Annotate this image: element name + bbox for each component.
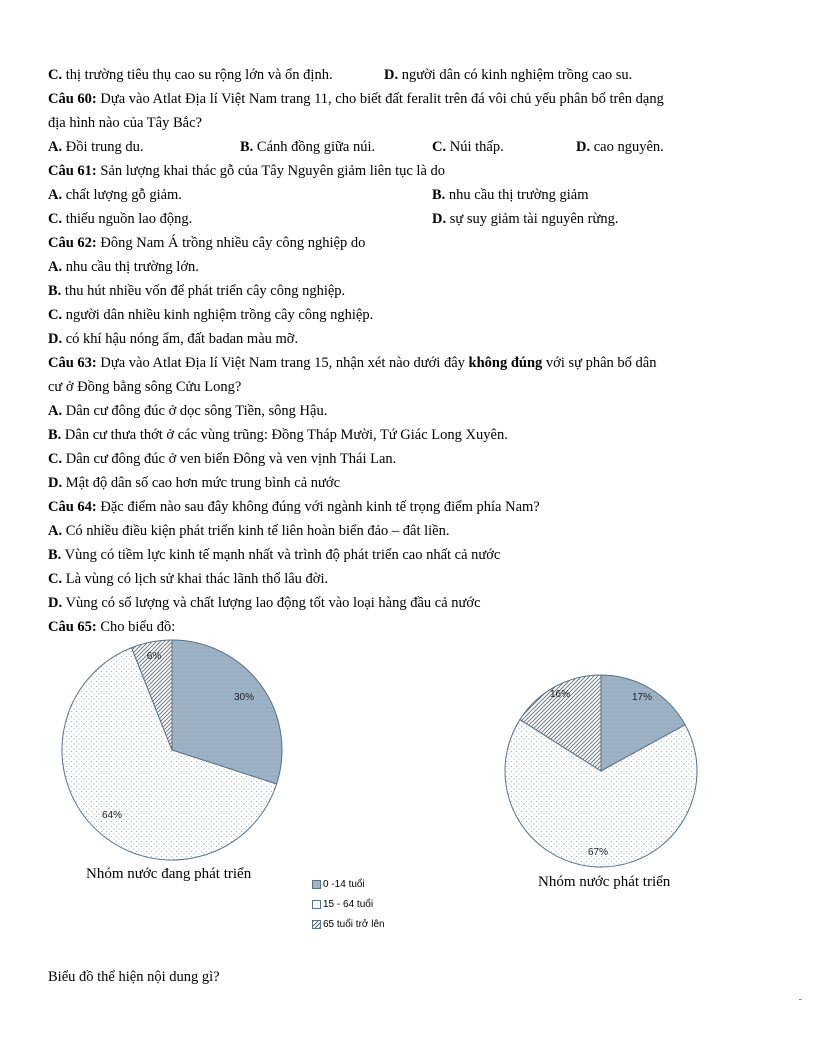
legend-item-elderly: 65 tuổi trở lên: [312, 914, 385, 934]
chart-legend: [312, 874, 385, 934]
pie-developing: [62, 640, 282, 860]
q61-stem: Câu 61: Sản lượng khai thác gỗ của Tây Nguyên giảm liên tục là do: [48, 163, 446, 179]
data-label: 30%: [233, 692, 255, 703]
q65-question: Biểu đồ thể hiện nội dung gì?: [48, 969, 220, 985]
legend-swatch-icon: [312, 920, 321, 929]
option-text: thị trường tiêu thụ cao su rộng lớn và ổn định.: [62, 67, 333, 83]
legend-item-working: 15 - 64 tuổi: [312, 894, 385, 914]
data-label: 6%: [146, 651, 162, 662]
q59-options-cd: [48, 66, 333, 84]
question-text: Dựa vào Atlat Địa lí Việt Nam trang 11, cho biết đất feralit trên đá vôi chủ yếu phân bố trên dạng: [96, 91, 664, 107]
q62-option-b: B. thu hút nhiều vốn để phát triển cây công nghiệp.: [48, 283, 346, 299]
q64-option-c: C. Là vùng có lịch sử khai thác lãnh thổ lâu đời.: [48, 571, 329, 587]
q63-option-d: D. Mật độ dân số cao hơn mức trung bình cả nước: [48, 475, 341, 491]
q63-stem: Câu 63: Dựa vào Atlat Địa lí Việt Nam trang 15, nhận xét nào dưới đây không đúng với sự phân bố dân: [48, 355, 657, 371]
q60-option-c: C. Núi thấp.: [432, 139, 504, 155]
q60-option-a: A. Đồi trung du.: [48, 139, 144, 155]
q63-option-a: A. Dân cư đông đúc ở dọc sông Tiền, sông Hậu.: [48, 403, 328, 419]
page-mark: -: [798, 994, 802, 1005]
question-label: Câu 60:: [48, 91, 97, 107]
data-label: 17%: [631, 692, 653, 703]
q61-option-c: C. thiếu nguồn lao động.: [48, 211, 193, 227]
q64-option-a: A. Có nhiều điều kiện phát triển kinh tế liên hoàn biển đảo – đât liền.: [48, 523, 450, 539]
q62-option-a: A. nhu cầu thị trường lớn.: [48, 259, 199, 275]
q62-option-c: C. người dân nhiều kinh nghiệm trồng cây công nghiệp.: [48, 307, 374, 323]
q65-stem: Câu 65: Cho biểu đồ:: [48, 619, 176, 635]
q63-option-b: B. Dân cư thưa thớt ở các vùng trũng: Đồng Tháp Mười, Tứ Giác Long Xuyên.: [48, 427, 508, 443]
q62-option-d: D. có khí hậu nóng ẩm, đất badan màu mỡ.: [48, 331, 299, 347]
q63-stem-2: cư ở Đồng bằng sông Cửu Long?: [48, 379, 242, 395]
q61-option-d: D. sự suy giảm tài nguyên rừng.: [432, 211, 619, 227]
data-label: 67%: [587, 847, 609, 858]
q64-option-b: B. Vùng có tiềm lực kinh tế mạnh nhất và trình độ phát triển cao nhất cả nước: [48, 547, 501, 563]
q59-option-d: [384, 66, 632, 84]
q61-option-a: A. chất lượng gỗ giảm.: [48, 187, 182, 203]
chart-title-developed: Nhóm nước phát triển: [538, 874, 671, 890]
option-label: C.: [48, 67, 63, 83]
q64-stem: Câu 64: Đặc điểm nào sau đây không đúng với ngành kinh tế trọng điểm phía Nam?: [48, 499, 540, 515]
legend-swatch-icon: [312, 900, 321, 909]
q60-option-b: B. Cánh đồng giữa núi.: [240, 139, 376, 155]
q60-stem: [48, 90, 664, 108]
pie-developed: [505, 675, 697, 867]
data-label: 16%: [549, 689, 571, 700]
q60-option-d: D. cao nguyên.: [576, 139, 664, 155]
chart-title-developing: Nhóm nước đang phát triển: [86, 866, 252, 882]
legend-swatch-icon: [312, 880, 321, 889]
option-text: người dân có kinh nghiệm trồng cao su.: [398, 67, 633, 83]
legend-item-young: 0 -14 tuổi: [312, 874, 385, 894]
q61-option-b: B. nhu cầu thị trường giảm: [432, 187, 589, 203]
q63-option-c: C. Dân cư đông đúc ở ven biển Đông và ven vịnh Thái Lan.: [48, 451, 397, 467]
q60-stem-2: địa hình nào của Tây Bắc?: [48, 115, 202, 131]
option-label: D.: [384, 67, 399, 83]
pie-charts: [0, 630, 816, 960]
q64-option-d: D. Vùng có số lượng và chất lượng lao động tốt vào loại hàng đầu cả nước: [48, 595, 481, 611]
emphasis-text: không đúng: [468, 355, 543, 371]
data-label: 64%: [101, 810, 123, 821]
q62-stem: Câu 62: Đông Nam Á trồng nhiều cây công nghiệp do: [48, 235, 366, 251]
